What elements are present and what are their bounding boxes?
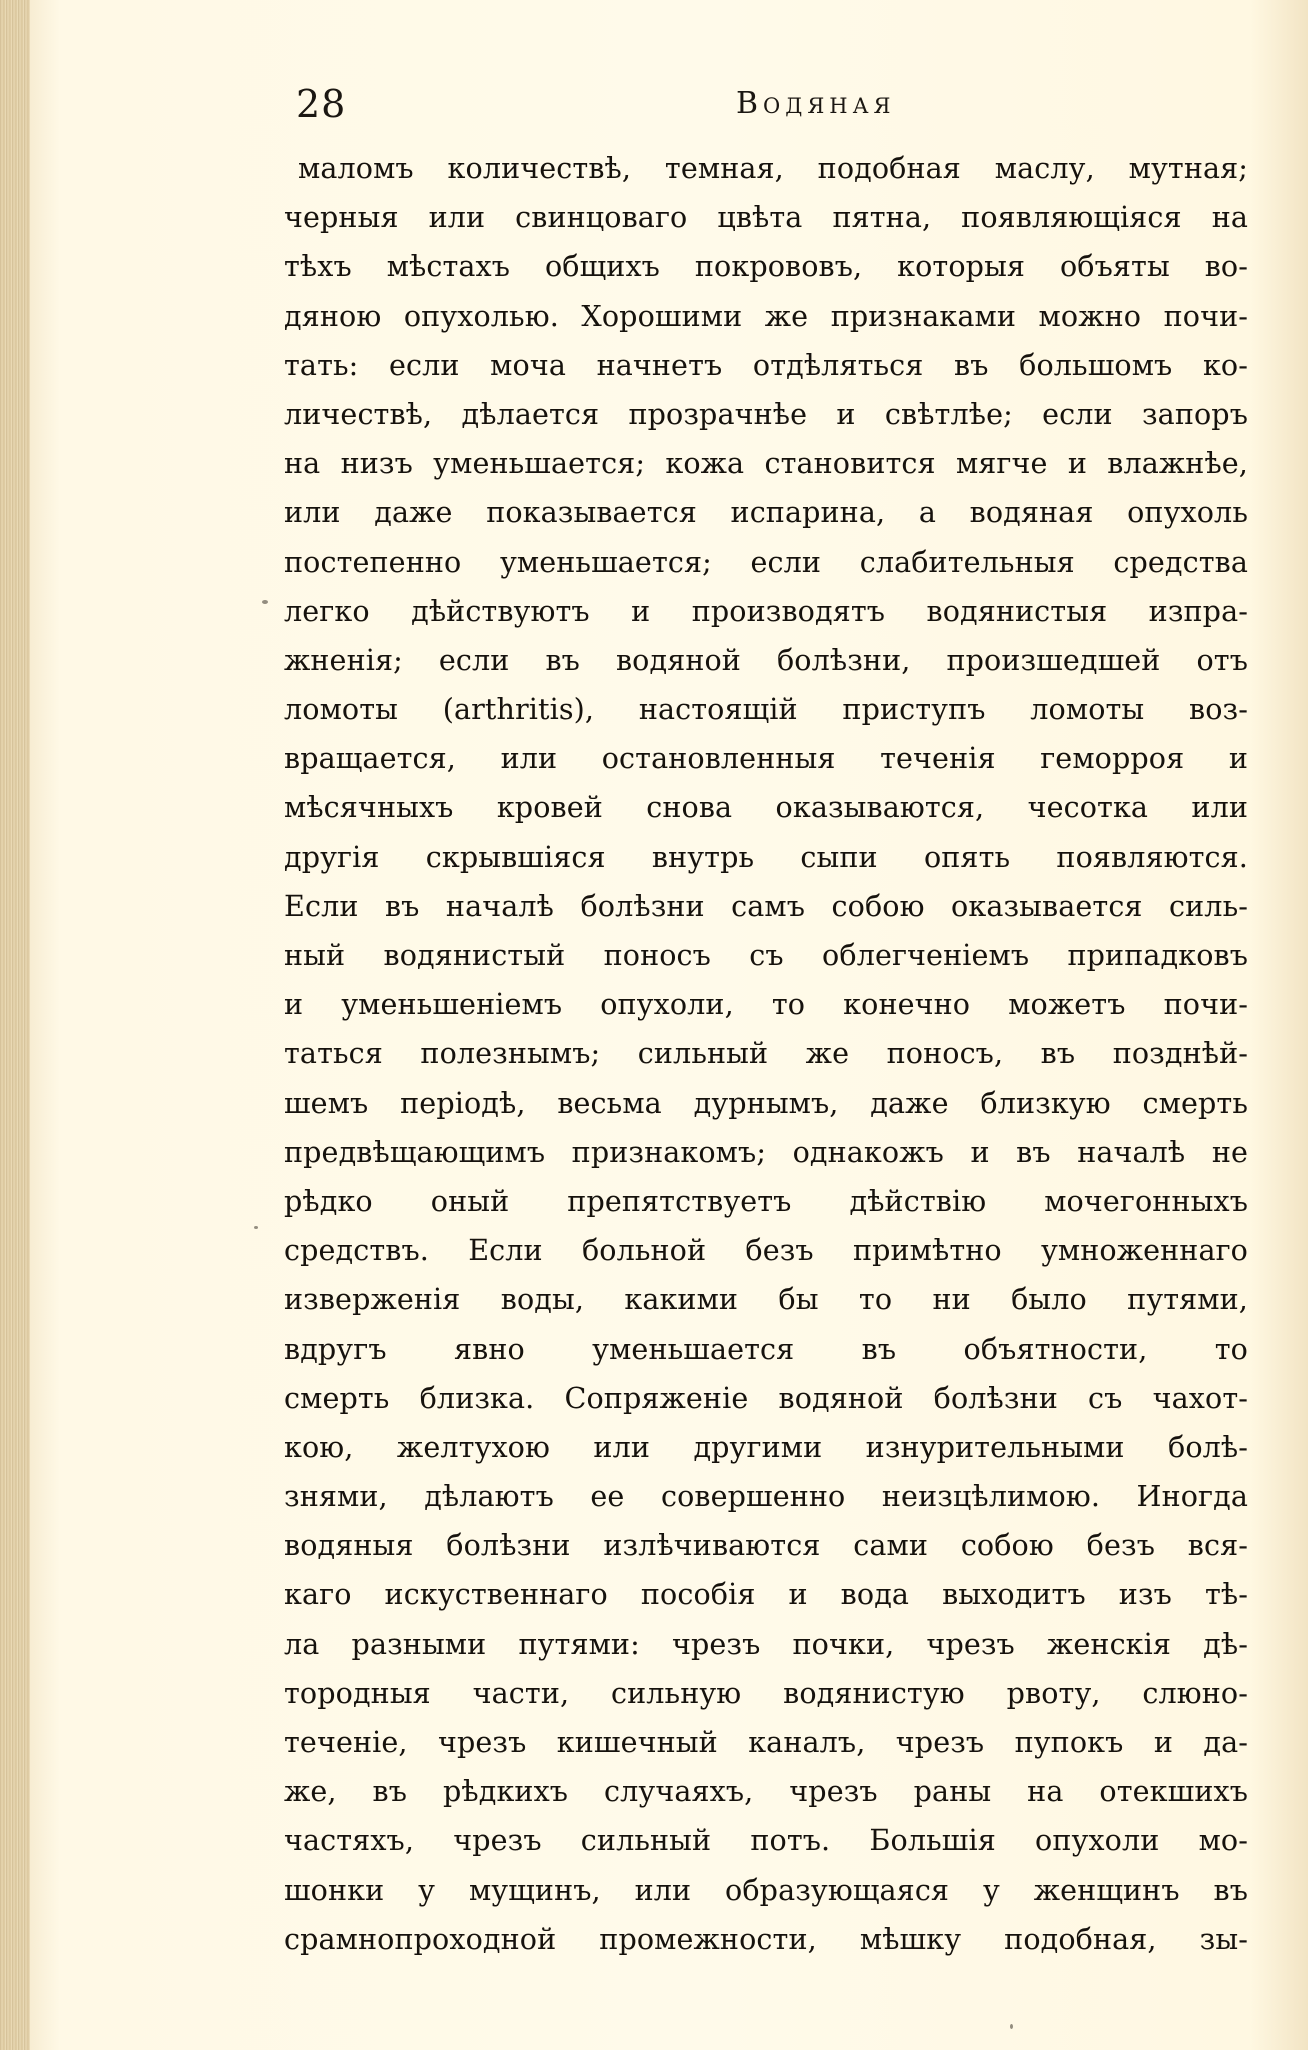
text-line: предвѣщающимъ признакомъ; однакожъ и въ началѣ не (284, 1134, 1248, 1169)
text-line: и уменьшеніемъ опухоли, то конечно можетъ почи- (284, 987, 1248, 1022)
text-line: изверженія воды, какими бы то ни было путями, (284, 1282, 1248, 1317)
body-text (284, 144, 1248, 1964)
text-line: смерть близка. Сопряженіе водяной болѣзни съ чахот- (284, 1380, 1248, 1415)
text-line: шемъ періодѣ, весьма дурнымъ, даже близкую смерть (284, 1085, 1248, 1120)
text-line: или даже показывается испарина, а водяная опухоль (284, 495, 1248, 530)
ink-speck (1010, 2024, 1013, 2029)
text-line: тать: если моча начнетъ отдѣляться въ большомъ ко- (284, 347, 1248, 382)
page-header (296, 82, 1226, 138)
text-line: рѣдко оный препятствуетъ дѣйствію мочегонныхъ (284, 1183, 1248, 1218)
text-line: на низъ уменьшается; кожа становится мягче и влажнѣе, (284, 446, 1248, 481)
text-line: срамнопроходной промежности, мѣшку подобная, зы- (284, 1921, 1248, 1956)
text-line: постепенно уменьшается; если слабительныя средства (284, 544, 1248, 579)
text-line: ла разными путями: чрезъ почки, чрезъ женскія дѣ- (284, 1626, 1248, 1661)
ink-speck (262, 600, 268, 604)
text-line: черныя или свинцоваго цвѣта пятна, появляющіяся на (284, 200, 1248, 235)
text-line: другія скрывшіяся внутрь сыпи опять появляются. (284, 839, 1248, 874)
running-head: Водяная (736, 86, 896, 121)
text-line: знями, дѣлаютъ ее совершенно неизцѣлимою. Иногда (284, 1479, 1248, 1514)
text-line: каго искуственнаго пособія и вода выходитъ изъ тѣ- (284, 1577, 1248, 1612)
page-number: 28 (296, 82, 347, 126)
text-line: легко дѣйствуютъ и производятъ водянистыя изпра- (284, 593, 1248, 628)
text-line: таться полезнымъ; сильный же поносъ, въ позднѣй- (284, 1036, 1248, 1071)
text-line: водяныя болѣзни излѣчиваются сами собою безъ вся- (284, 1528, 1248, 1563)
text-line: частяхъ, чрезъ сильный потъ. Большія опухоли мо- (284, 1823, 1248, 1858)
text-line: маломъ количествѣ, темная, подобная маслу, мутная; (298, 151, 1248, 185)
text-line: дяною опухолью. Хорошими же признаками можно почи- (284, 298, 1248, 333)
text-line: вдругъ явно уменьшается въ объятности, то (284, 1331, 1248, 1366)
text-line: теченіе, чрезъ кишечный каналъ, чрезъ пупокъ и да- (284, 1725, 1248, 1759)
text-line: шонки у мущинъ, или образующаяся у женщинъ въ (284, 1872, 1248, 1907)
text-line: ный водянистый поносъ съ облегченіемъ припадковъ (284, 938, 1248, 972)
page-binding-edge (0, 0, 30, 2050)
text-line: кою, желтухою или другими изнурительными болѣ- (284, 1429, 1248, 1464)
text-line: тѣхъ мѣстахъ общихъ покрововъ, которыя объяты во- (284, 249, 1248, 284)
text-line: мѣсячныхъ кровей снова оказываются, чесотка или (284, 790, 1248, 825)
text-line: жненія; если въ водяной болѣзни, произшедшей отъ (284, 642, 1248, 677)
text-line: личествѣ, дѣлается прозрачнѣе и свѣтлѣе; если запоръ (284, 396, 1248, 431)
text-line: средствъ. Если больной безъ примѣтно умноженнаго (284, 1233, 1248, 1268)
text-line: Если въ началѣ болѣзни самъ собою оказывается силь- (284, 888, 1248, 923)
text-line: же, въ рѣдкихъ случаяхъ, чрезъ раны на отекшихъ (284, 1774, 1248, 1809)
text-line: ломоты (arthritis), настоящій приступъ ломоты воз- (284, 692, 1248, 727)
text-line: вращается, или остановленныя теченія геморроя и (284, 741, 1248, 776)
ink-speck (254, 1226, 258, 1229)
text-line: тородныя части, сильную водянистую рвоту, слюно- (284, 1675, 1248, 1710)
